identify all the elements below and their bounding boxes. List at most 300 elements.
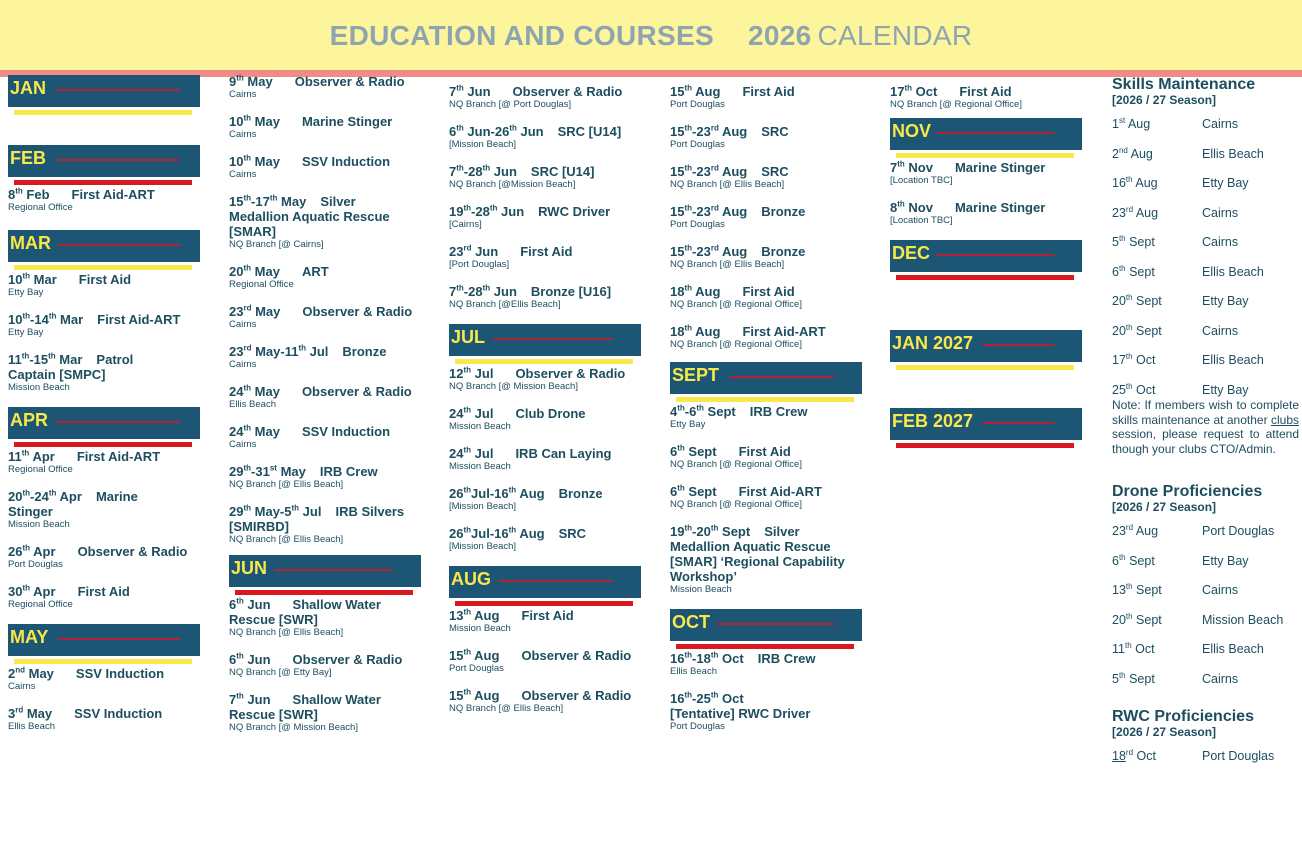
event-item (449, 284, 641, 310)
event-day: 30 (8, 584, 23, 599)
event-date (8, 489, 82, 504)
event-title: First Aid (742, 284, 795, 299)
event-item (670, 444, 862, 470)
event-day: 7 (449, 84, 457, 99)
event-date (670, 651, 744, 666)
page-title (0, 0, 1302, 72)
session-day-suffix: rd (1125, 204, 1134, 214)
event-line (229, 504, 421, 519)
month-apr: APR (8, 407, 200, 439)
session-day: 6 (1112, 264, 1119, 279)
event-day: 15 (670, 124, 685, 139)
event-title: Observer & Radio (292, 652, 403, 667)
event-title: Observer & Radio (294, 74, 405, 89)
session-date (1112, 613, 1202, 643)
event-day: 12 (449, 366, 464, 381)
session-location: Etty Bay (1202, 382, 1249, 397)
event-month-end: Jun (497, 204, 525, 219)
event-title: First Aid-ART (738, 484, 822, 499)
event-day-suffix: th (463, 687, 472, 697)
event-title: SRC [U14] (557, 124, 622, 139)
event-day: 20 (229, 264, 244, 279)
event-day: 11 (8, 449, 22, 464)
event-day: 26 (449, 526, 464, 541)
event-line (670, 124, 862, 139)
event-date (229, 114, 280, 129)
event-location: NQ Branch [@ Regional Office] (670, 299, 802, 310)
event-title: IRB Crew (749, 404, 808, 419)
event-title: Marine Stinger (954, 200, 1046, 215)
event-line (449, 244, 641, 259)
event-day: 26 (449, 486, 464, 501)
event-item (229, 504, 421, 545)
session-date (1112, 324, 1202, 354)
event-day-suffix: th (22, 311, 31, 321)
event-title-cont: Medallion Aquatic Rescue [SMAR] (229, 209, 390, 239)
event-day-suffix: th (684, 523, 693, 533)
event-line (449, 486, 641, 501)
event-line (8, 312, 200, 327)
event-location: Ellis Beach (8, 721, 55, 732)
event-title: First Aid-ART (71, 187, 155, 202)
session-month: Aug (1125, 117, 1151, 131)
event-date (449, 244, 498, 259)
event-location: Cairns (8, 681, 36, 692)
session-month: Aug (1133, 524, 1159, 538)
event-line (890, 160, 1082, 175)
event-day-end-suffix: th (291, 503, 300, 513)
session-row (1112, 554, 1299, 584)
event-day-end: 24 (34, 489, 49, 504)
event-line (670, 444, 862, 459)
event-title: SSV Induction (301, 154, 391, 169)
month-feb: FEB (8, 145, 200, 177)
event-day: 15 (229, 194, 244, 209)
event-day: 24 (229, 424, 244, 439)
event-title: Bronze (761, 204, 806, 219)
event-day-end-suffix: rd (710, 243, 719, 253)
session-day-suffix: th (1118, 670, 1126, 680)
event-month: - (684, 404, 690, 419)
event-day-end-suffix: th (48, 488, 57, 498)
event-day-suffix: th (243, 153, 252, 163)
event-day-suffix: th (463, 203, 472, 213)
event-month: Jun (243, 652, 271, 667)
skills-list (1112, 117, 1299, 412)
clubs-link[interactable]: clubs (1270, 412, 1299, 427)
event-day: 15 (670, 244, 685, 259)
event-location: NQ Branch [@ Etty Bay] (229, 667, 332, 678)
event-date (8, 544, 56, 559)
event-day: 26 (8, 544, 23, 559)
events-jun-a (229, 597, 421, 733)
event-day-end: 14 (34, 312, 49, 327)
event-date (890, 160, 933, 175)
event-line (670, 404, 862, 419)
event-day-end-suffix: th (482, 283, 491, 293)
event-location: NQ Branch [@ Ellis Beach] (229, 534, 344, 545)
event-item (8, 666, 200, 692)
event-day-end: 25 (696, 691, 711, 706)
session-month: Sept (1132, 612, 1162, 627)
event-title: Silver (320, 194, 356, 209)
event-location: Mission Beach (670, 584, 732, 595)
event-line (670, 204, 862, 219)
event-title: Marine Stinger (301, 114, 393, 129)
event-item (449, 124, 641, 150)
event-day: 15 (449, 648, 464, 663)
session-location: Mission Beach (1202, 612, 1284, 627)
event-day-suffix: th (243, 263, 252, 273)
event-location: NQ Branch [@ Mission Beach] (449, 381, 578, 392)
event-location: NQ Branch [@ Regional Office] (890, 99, 1022, 110)
event-item (229, 344, 421, 370)
session-row (1112, 524, 1299, 554)
event-day-end: 20 (696, 524, 711, 539)
event-location: Cairns (229, 439, 257, 450)
events-aug-a (449, 608, 641, 714)
event-location: Port Douglas (670, 721, 725, 732)
session-location: Cairns (1202, 671, 1239, 686)
event-month: May (25, 666, 54, 681)
event-title: First Aid (959, 84, 1012, 99)
event-line (229, 154, 421, 169)
event-date (8, 666, 54, 681)
session-date (1112, 265, 1202, 295)
event-date (229, 652, 271, 667)
event-month-end: May (276, 464, 306, 479)
session-row (1112, 642, 1299, 672)
month-nov: NOV (890, 118, 1082, 150)
event-location: NQ Branch [@ Mission Beach] (229, 722, 358, 733)
event-item (449, 366, 641, 392)
event-month-end: Aug (718, 204, 748, 219)
event-location: [Mission Beach] (449, 541, 517, 552)
session-month: Oct (1132, 353, 1156, 367)
event-line (8, 489, 200, 504)
event-day-suffix: th (243, 423, 252, 433)
event-day-suffix: nd (15, 665, 26, 675)
event-month-end: Aug (516, 526, 545, 541)
event-title-cont: Rescue [SWR] (229, 707, 318, 722)
session-row (1112, 176, 1299, 206)
event-day-suffix: th (463, 365, 472, 375)
event-title: Bronze (761, 244, 806, 259)
event-day-suffix: th (684, 243, 693, 253)
event-month: Jun- (463, 124, 495, 139)
event-location: Mission Beach (8, 382, 70, 393)
event-day-suffix: th (236, 651, 244, 661)
session-location: Cairns (1202, 323, 1239, 338)
session-day: 20 (1112, 294, 1126, 308)
event-day: 6 (670, 444, 678, 459)
event-day: 6 (229, 652, 237, 667)
session-day: 2 (1112, 146, 1119, 161)
event-item (670, 524, 862, 595)
event-line (8, 352, 200, 367)
event-day: 6 (449, 124, 457, 139)
event-date (670, 524, 750, 539)
event-date (670, 204, 747, 219)
event-month: Apr (30, 544, 56, 559)
event-day: 10 (8, 312, 23, 327)
event-item (890, 200, 1082, 226)
column-3 (449, 84, 641, 728)
event-month: Jun (243, 692, 271, 707)
column-1 (8, 74, 200, 746)
session-date (1112, 583, 1202, 613)
event-line (229, 264, 421, 279)
event-line (449, 284, 641, 299)
event-location: Mission Beach (8, 519, 70, 530)
event-day-end-suffix: th (710, 650, 719, 660)
event-day: 24 (449, 406, 464, 421)
event-title: First Aid (521, 608, 574, 623)
event-day: 20 (8, 489, 23, 504)
event-title: IRB Silvers (335, 504, 405, 519)
event-month: Feb (22, 187, 50, 202)
session-row (1112, 672, 1299, 702)
event-item (229, 464, 421, 490)
event-title: IRB Crew (319, 464, 378, 479)
event-location: Mission Beach (449, 461, 511, 472)
event-day-end: 28 (475, 204, 490, 219)
event-title-cont: Rescue [SWR] (229, 612, 318, 627)
event-title: Observer & Radio (515, 366, 626, 381)
event-day-suffix: th (684, 690, 693, 700)
event-item (670, 244, 862, 270)
events-oct-a (670, 651, 862, 732)
month-feb-2027: FEB 2027 (890, 408, 1082, 440)
event-day-end: 28 (468, 164, 483, 179)
event-date (449, 446, 493, 461)
event-day-suffix: th (684, 83, 693, 93)
session-row (1112, 206, 1299, 236)
session-row (1112, 613, 1299, 643)
event-line (449, 164, 641, 179)
event-location: Port Douglas (8, 559, 63, 570)
event-day-end-suffix: rd (710, 203, 719, 213)
event-month: - (463, 164, 469, 179)
session-date (1112, 554, 1202, 584)
event-title: Observer & Radio (512, 84, 623, 99)
event-location: NQ Branch [@ Regional Office] (670, 339, 802, 350)
event-day: 16 (670, 691, 685, 706)
session-row (1112, 117, 1299, 147)
event-day-suffix: th (897, 199, 905, 209)
event-item (449, 446, 641, 472)
event-location: Cairns (229, 129, 257, 140)
event-month: May (251, 304, 281, 319)
event-day-suffix: th (456, 123, 464, 133)
event-title: Observer & Radio (301, 384, 412, 399)
event-location: NQ Branch [@Mission Beach] (449, 179, 576, 190)
event-date (229, 384, 280, 399)
event-line (670, 164, 862, 179)
event-day: 15 (670, 84, 685, 99)
event-day: 19 (449, 204, 464, 219)
event-date (449, 688, 499, 703)
event-location: Regional Office (8, 464, 73, 475)
event-location: NQ Branch [@ Regional Office] (670, 499, 802, 510)
event-day-suffix: th (684, 123, 693, 133)
event-item (8, 352, 200, 393)
event-item (8, 272, 200, 298)
session-month: Sept (1132, 323, 1162, 338)
event-item (890, 160, 1082, 186)
title-text: EDUCATION AND COURSES (329, 20, 714, 51)
event-line (670, 691, 862, 706)
event-day: 10 (229, 114, 244, 129)
event-title: Shallow Water (292, 597, 381, 612)
event-month: Aug (692, 324, 721, 339)
event-location: Mission Beach (449, 421, 511, 432)
session-row (1112, 749, 1299, 779)
event-location: Etty Bay (670, 419, 706, 430)
event-day-end: 28 (468, 284, 483, 299)
event-date (449, 526, 545, 541)
session-day-suffix: th (1118, 263, 1126, 273)
event-title: Marine Stinger (954, 160, 1046, 175)
event-day-end: 16 (494, 526, 509, 541)
event-month-end: Aug (718, 244, 748, 259)
event-day: 9 (229, 74, 237, 89)
session-month: Sept (1132, 294, 1162, 308)
event-item (229, 304, 421, 330)
event-title-cont: Stinger (8, 504, 53, 519)
event-item (8, 449, 200, 475)
session-date (1112, 642, 1202, 672)
event-item (670, 84, 862, 110)
event-location: Etty Bay (8, 287, 44, 298)
events-aug-b (670, 84, 862, 350)
session-month: Oct (1132, 382, 1156, 397)
event-line (229, 194, 421, 209)
event-title: First Aid (78, 272, 132, 287)
event-date (229, 264, 280, 279)
event-month: - (692, 244, 697, 259)
session-location: Ellis Beach (1202, 353, 1264, 367)
event-date (8, 449, 55, 464)
session-day: 1 (1112, 117, 1119, 131)
event-line (449, 84, 641, 99)
event-date (449, 648, 499, 663)
session-location: Etty Bay (1202, 553, 1249, 568)
session-month: Sept (1125, 671, 1155, 686)
event-date (670, 484, 717, 499)
event-location: [Port Douglas] (449, 259, 510, 270)
event-title: ART (301, 264, 329, 279)
event-date (449, 486, 545, 501)
event-date (229, 74, 273, 89)
event-day-end-suffix: th (489, 203, 498, 213)
event-item (229, 652, 421, 678)
event-day-suffix: th (243, 383, 252, 393)
title-year: 2026 (747, 20, 812, 51)
column-4 (670, 84, 862, 746)
event-month: - (692, 124, 697, 139)
event-day-end: 23 (696, 204, 711, 219)
event-day: 8 (890, 200, 898, 215)
event-day-suffix: th (463, 485, 472, 495)
event-day: 2 (8, 666, 16, 681)
event-line (229, 424, 421, 439)
event-item (229, 424, 421, 450)
event-item (449, 526, 641, 552)
session-day: 13 (1112, 583, 1126, 597)
event-location: Mission Beach (449, 623, 511, 634)
month-aug: AUG (449, 566, 641, 598)
event-day-end: 23 (696, 244, 711, 259)
event-item (8, 187, 200, 213)
drone-list (1112, 524, 1299, 701)
rwc-title: RWC Proficiencies (1112, 708, 1254, 725)
event-day-suffix: th (456, 83, 464, 93)
event-day: 7 (890, 160, 898, 175)
session-day: 23 (1112, 205, 1126, 220)
event-day-suffix: th (684, 203, 693, 213)
event-location: NQ Branch [@ Regional Office] (670, 459, 802, 470)
event-location: NQ Branch [@ Ellis Beach] (670, 259, 785, 270)
event-title: SRC (761, 164, 789, 179)
session-month: Aug (1127, 146, 1153, 161)
event-date (8, 312, 83, 327)
session-date (1112, 353, 1202, 383)
event-month-end: Sept (718, 524, 751, 539)
event-month-end: Aug (516, 486, 545, 501)
session-day: 20 (1112, 323, 1126, 338)
event-date (670, 404, 736, 419)
event-title: RWC Driver (538, 204, 611, 219)
event-month: Jun (463, 84, 491, 99)
session-location: Port Douglas (1202, 749, 1275, 763)
event-day: 23 (229, 344, 244, 359)
event-location: Ellis Beach (229, 399, 276, 410)
event-date (229, 464, 306, 479)
session-day: 17 (1112, 353, 1126, 367)
event-month-end: Oct (718, 691, 744, 706)
event-day: 15 (670, 204, 685, 219)
event-location: [Cairns] (449, 219, 482, 230)
drone-title: Drone Proficiencies (1112, 483, 1263, 500)
event-location: Regional Office (8, 599, 73, 610)
event-day: 16 (670, 651, 685, 666)
event-day: 23 (229, 304, 244, 319)
title-subtitle: CALENDAR (817, 20, 973, 51)
event-date (449, 366, 493, 381)
events-jul (449, 366, 641, 552)
calendar-header (0, 0, 1302, 70)
event-item (8, 544, 200, 570)
event-line (229, 597, 421, 612)
session-day-suffix: th (1125, 351, 1133, 361)
event-line (890, 200, 1082, 215)
event-line (449, 608, 641, 623)
skills-note: Note: If members wish to complete skills maintenance at another clubs session, please request to attend though your clubs CTO/Admin. (1112, 398, 1299, 456)
event-item (670, 691, 862, 732)
event-location: NQ Branch [@ Port Douglas] (449, 99, 572, 110)
event-month: May (251, 154, 280, 169)
event-day-suffix: th (463, 525, 472, 535)
event-title: SSV Induction (74, 706, 163, 721)
session-row (1112, 324, 1299, 354)
event-item (670, 284, 862, 310)
event-month: - (692, 691, 697, 706)
event-item (449, 244, 641, 270)
event-month: Aug (471, 608, 500, 623)
event-day-suffix: th (22, 583, 31, 593)
event-line (449, 124, 641, 139)
